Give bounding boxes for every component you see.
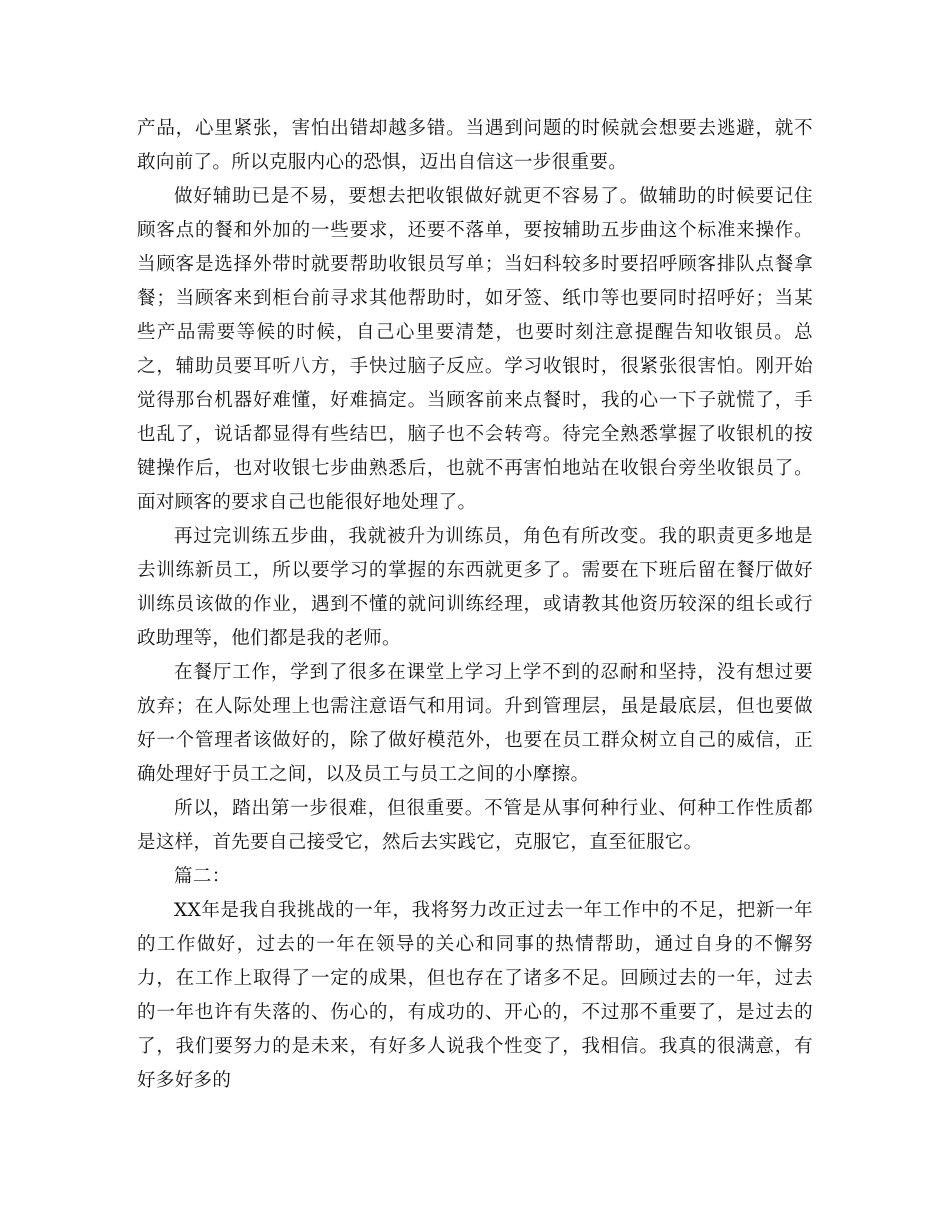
document-body: [137, 112, 813, 1098]
paragraph-conclusion: 所以，踏出第一步很难，但很重要。不管是从事何种行业、何种工作性质都是这样，首先要自己接受它，然后去实践它，克服它，直至征服它。: [137, 798, 813, 853]
paragraph-continuation: 产品，心里紧张，害怕出错却越多错。当遇到问题的时候就会想要去逃避，就不敢向前了。所以克服内心的恐惧，迈出自信这一步很重要。: [137, 118, 813, 173]
paragraph-part-two: XX年是我自我挑战的一年，我将努力改正过去一年工作中的不足，把新一年的工作做好，过去的一年在领导的关心和同事的热情帮助，通过自身的不懈努力，在工作上取得了一定的成果，但也存在了诸多不足。回顾过去的一年，过去的一年也许有失落的、伤心的，有成功的、开心的，不过那不重要了，是过去的了，我们要努力的是未来，有好多人说我个性变了，我相信。我真的很满意，有好多好多的: [137, 900, 813, 1091]
paragraph-assistant-and-cashier: 做好辅助已是不易，要想去把收银做好就更不容易了。做辅助的时候要记住顾客点的餐和外加的一些要求，还要不落单，要按辅助五步曲这个标准来操作。当顾客是选择外带时就要帮助收银员写单；当妇科较多时要招呼顾客排队点餐拿餐；当顾客来到柜台前寻求其他帮助时，如牙签、纸巾等也要同时招呼好；当某些产品需要等候的时候，自己心里要清楚，也要时刻注意提醒告知收银员。总之，辅助员要耳听八方，手快过脑子反应。学习收银时，很紧张很害怕。刚开始觉得那台机器好难懂，好难搞定。当顾客前来点餐时，我的心一下子就慌了，手也乱了，说话都显得有些结巴，脑子也不会转弯。待完全熟悉掌握了收银机的按键操作后，也对收银七步曲熟悉后，也就不再害怕地站在收银台旁坐收银员了。面对顾客的要求自己也能很好地处理了。: [137, 186, 813, 513]
paragraph-restaurant-work: 在餐厅工作，学到了很多在课堂上学习上学不到的忍耐和坚持，没有想过要放弃；在人际处理上也需注意语气和用词。升到管理层，虽是最底层，但也要做好一个管理者该做好的，除了做好模范外，也要在员工群众树立自己的威信，正确处理好于员工之间，以及员工与员工之间的小摩擦。: [137, 662, 813, 785]
paragraph-trainer: 再过完训练五步曲，我就被升为训练员，角色有所改变。我的职责更多地是去训练新员工，所以要学习的掌握的东西就更多了。需要在下班后留在餐厅做好训练员该做的作业，遇到不懂的就问训练经理，或请教其他资历较深的组长或行政助理等，他们都是我的老师。: [137, 526, 813, 649]
section-heading: 篇二：: [174, 866, 231, 887]
